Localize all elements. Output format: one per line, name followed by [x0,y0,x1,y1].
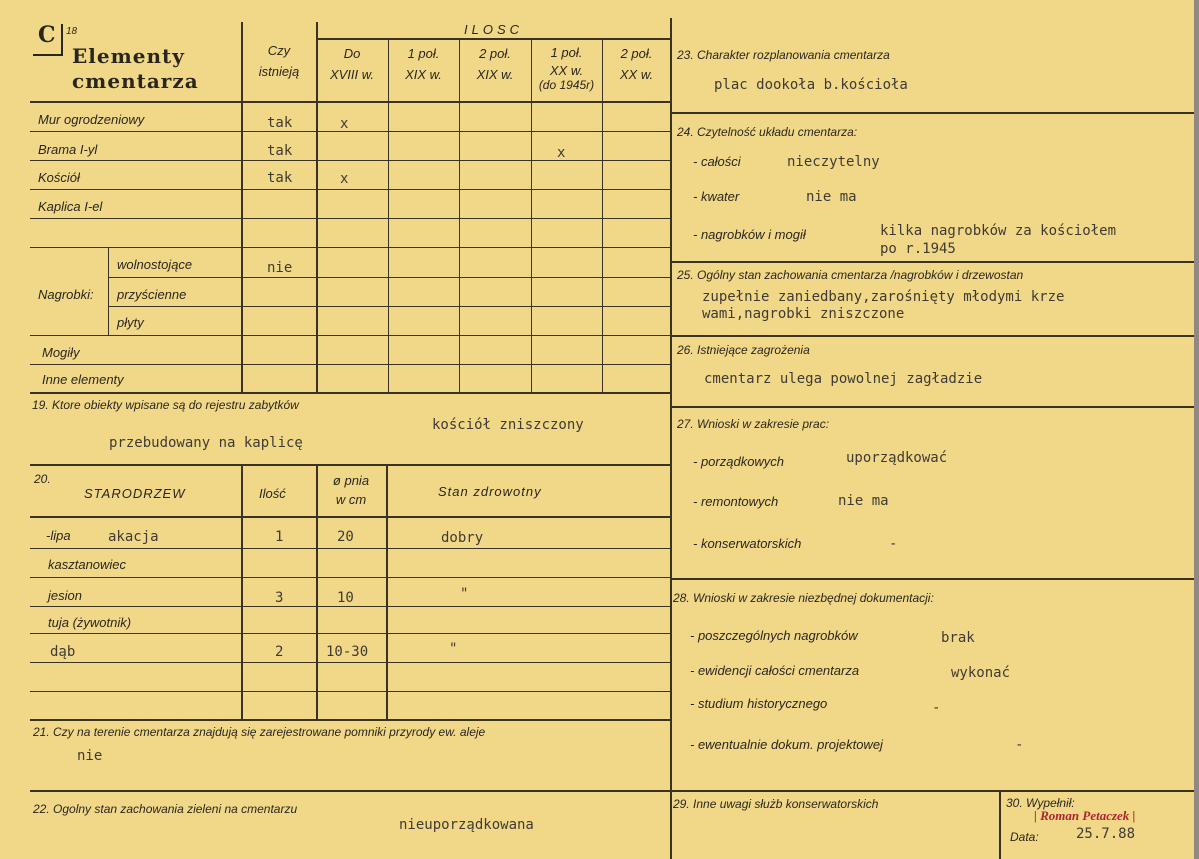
mur-czy: tak [267,115,293,131]
czy-header-line2: istnieją [258,64,300,79]
period-line: 1 poł. [550,45,583,60]
czy-header [242,43,316,79]
rule [30,606,671,607]
rule [30,247,671,248]
q26-answer: cmentarz ulega powolnej zagładzie [704,371,983,387]
q28-b-label: - ewidencji całości cmentarza [690,663,860,678]
period-line: XVIII w. [329,67,375,82]
q27-rem-label: - remontowych [693,494,779,509]
q24-label: 24. Czytelność układu cmentarza: [677,125,858,139]
period-line: Do [343,46,361,61]
q27-porz-label: - porządkowych [693,454,785,469]
rule [30,548,671,549]
q28-c: - [932,700,941,716]
q27-label: 27. Wnioski w zakresie prac: [677,417,830,431]
q28-a-label: - poszczególnych nagrobków [690,628,858,643]
row-label-kaplica: Kaplica I-el [38,199,103,214]
rule [30,101,671,103]
q20-header-fi-line1: ø pnia [332,473,370,488]
tree-name: kasztanowiec [48,557,127,572]
q30-label: 30. Wypełnił: [1006,796,1075,810]
tree-count: 1 [275,529,284,545]
filler-stamp: | Roman Petaczek | [1034,808,1136,823]
rule [30,131,671,132]
q28-label: 28. Wnioski w zakresie niezbędnej dokumentacji: [673,591,934,605]
q24-nagrob-label: - nagrobków i mogił [693,227,806,242]
q28-d-label: - ewentualnie dokum. projektowej [690,737,883,752]
period-line: XIX w. [476,67,514,82]
period-line: XX w. [549,63,584,78]
q20-header-ilosc: Ilość [259,486,286,501]
rule [386,464,388,719]
tree-health: dobry [441,530,484,546]
tree-diameter: 10 [337,590,354,606]
period-header [388,46,459,82]
q27-kons-label: - konserwatorskich [693,536,802,551]
rule [671,406,1199,408]
brama-czy: tak [267,143,293,159]
rule [30,218,671,219]
q28-d: - [1015,737,1024,753]
tree-health: " [449,641,458,657]
period-line: XIX w. [405,67,442,82]
rule [30,577,671,578]
q25-answer-2: wami,nagrobki zniszczone [702,306,905,322]
row-group-nagrobki: Nagrobki: [38,287,94,302]
row-label-brama: Brama I-yl [38,142,98,157]
row-label-przysc: przyścienne [117,287,187,302]
rule [671,578,1199,580]
ilosc-header: ILOSC [463,22,523,37]
wolno-czy: nie [267,260,293,276]
rule [30,633,671,634]
rule [999,790,1001,859]
q20-header-fi [316,473,386,507]
tree-handwritten: akacja [108,529,159,545]
period-line: 2 poł. [620,46,653,61]
q27-porz: uporządkować [846,450,948,466]
q28-a: brak [941,630,975,646]
rule [671,112,1199,114]
rule [30,516,671,518]
rule [459,38,460,392]
rule [108,306,671,307]
q23-answer: plac dookoła b.kościoła [714,77,908,93]
period-header [316,46,388,82]
section-title-2: cmentarza [72,69,199,93]
rule [316,38,671,40]
q19-label: 19. Ktore obiekty wpisane są do rejestru zabytków [32,398,299,412]
tree-diameter: 20 [337,529,354,545]
q21-answer: nie [77,748,103,764]
rule [30,790,671,792]
rule [671,790,1199,792]
q20-number: 20. [34,472,51,486]
q21-label: 21. Czy na terenie cmentarza znajdują się zarejestrowane pomniki przyrody ew. aleje [33,725,486,739]
q27-kons: - [889,536,898,552]
section-letter: C [38,22,57,48]
mur-mark: x [340,116,349,132]
rule [671,335,1199,337]
column-divider [670,18,672,859]
row-label-wolno: wolnostojące [117,257,193,272]
q24-calosci: nieczytelny [787,154,880,170]
section-number: 18 [66,26,78,37]
czy-header-line1: Czy [267,43,291,58]
rule [30,662,671,663]
tree-name: jesion [48,588,82,603]
q22-label: 22. Ogolny stan zachowania zieleni na cmentarzu [33,802,298,816]
period-header [459,46,531,82]
rule [30,464,671,466]
rule [30,392,671,394]
period-line: 2 poł. [479,46,511,61]
rule [241,464,243,719]
q20-header-fi-line2: w cm [335,492,367,507]
row-label-mur: Mur ogrodzeniowy [38,112,145,127]
tree-name: tuja (żywotnik) [48,615,132,630]
q24-nagrob-2: po r.1945 [880,241,956,257]
rule [30,335,671,336]
section-title-1: Elementy [72,44,185,68]
q24-calosci-label: - całości [693,154,741,169]
period-line: XX w. [619,67,654,82]
q30-date-label: Data: [1010,830,1039,844]
period-header [602,46,671,82]
q20-header-starodrzew: STARODRZEW [84,486,186,501]
q30-date: 25.7.88 [1076,826,1136,842]
row-label-mogily: Mogiły [42,345,80,360]
period-line: 1 poł. [407,46,440,61]
row-label-kosciol: Kościół [38,170,80,185]
tree-diameter: 10-30 [326,644,369,660]
q25-label: 25. Ogólny stan zachowania cmentarza /nagrobków i drzewostan [677,268,1024,282]
row-label-inne: Inne elementy [42,372,124,387]
q28-c-label: - studium historycznego [690,696,828,711]
rule [602,38,603,392]
kosciol-czy: tak [267,170,293,186]
q24-nagrob-1: kilka nagrobków za kościołem [880,223,1117,239]
q24-kwater-label: - kwater [693,189,740,204]
q28-b: wykonać [951,665,1011,681]
period-header [531,46,602,92]
kosciol-mark: x [340,171,349,187]
rule [108,277,671,278]
tree-health: " [460,586,469,602]
rule [388,38,389,392]
card-edge [1194,0,1199,859]
q22-answer: nieuporządkowana [399,817,534,833]
rule [108,247,109,336]
tree-count: 3 [275,590,284,606]
rule [30,189,671,190]
tree-handwritten: dąb [50,644,76,660]
rule [30,719,671,721]
brama-mark: x [557,145,566,161]
tree-count: 2 [275,644,284,660]
q19-answer-2: przebudowany na kaplicę [109,435,303,451]
q24-kwater: nie ma [806,189,857,205]
tree-name: -lipa [46,528,71,543]
q29-label: 29. Inne uwagi służb konserwatorskich [673,797,879,811]
rule [671,261,1199,263]
rule [30,160,671,161]
q19-answer-1: kościół zniszczony [432,417,584,433]
q23-label: 23. Charakter rozplanowania cmentarza [677,48,890,62]
rule [30,364,671,365]
q26-label: 26. Istniejące zagrożenia [677,343,810,357]
row-label-plyty: płyty [117,315,144,330]
period-line: (do 1945r) [538,78,595,92]
q25-answer-1: zupełnie zaniedbany,zarośnięty młodymi krze [702,289,1065,305]
q27-rem: nie ma [838,493,889,509]
rule [30,691,671,692]
q20-header-stan: Stan zdrowotny [438,484,542,499]
